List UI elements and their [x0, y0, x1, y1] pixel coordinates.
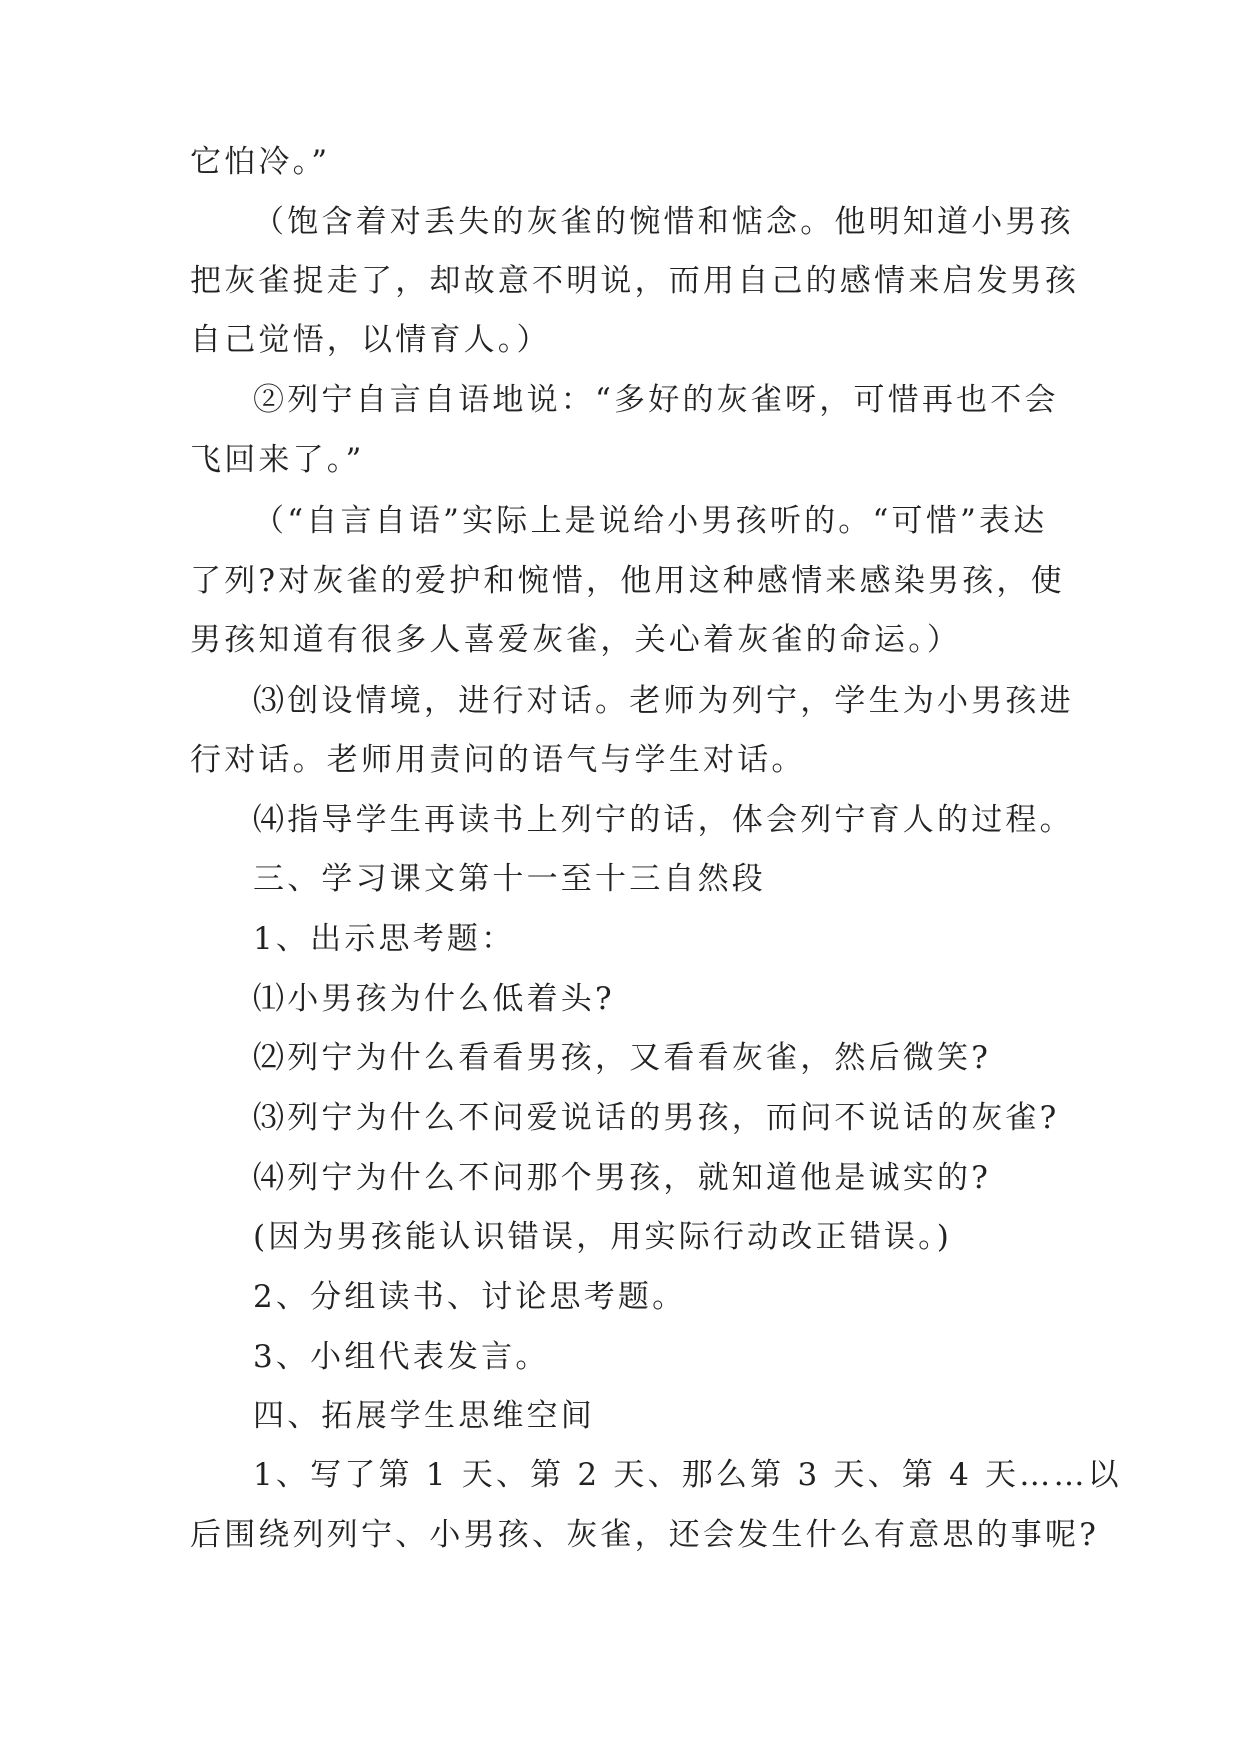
- text-line: (因为男孩能认识错误，用实际行动改正错误。): [253, 1219, 953, 1255]
- text-line: ⑶创设情境，进行对话。老师为列宁，学生为小男孩进: [253, 683, 1074, 719]
- text-line: 男孩知道有很多人喜爱灰雀，关心着灰雀的命运。）: [190, 622, 962, 658]
- text-line: 1、写了第 1 天、第 2 天、那么第 3 天、第 4 天……以: [253, 1457, 1122, 1493]
- text-line: （饱含着对丢失的灰雀的惋惜和惦念。他明知道小男孩: [253, 204, 1074, 240]
- text-line: 自己觉悟，以情育人。）: [190, 322, 551, 358]
- section-heading: 三、学习课文第十一至十三自然段: [253, 861, 766, 897]
- text-line: ②列宁自言自语地说：“多好的灰雀呀，可惜再也不会: [253, 382, 1059, 418]
- list-item: ⑶列宁为什么不问爱说话的男孩，而问不说话的灰雀?: [253, 1100, 1060, 1136]
- section-heading: 四、拓展学生思维空间: [253, 1398, 595, 1434]
- text-line: 了列?对灰雀的爱护和惋惜，他用这种感情来感染男孩，使: [190, 563, 1065, 599]
- text-line: 飞回来了。”: [190, 442, 365, 478]
- list-item: ⑴小男孩为什么低着头?: [253, 981, 615, 1017]
- text-line: 3、小组代表发言。: [253, 1339, 550, 1375]
- text-line: （“自言自语”实际上是说给小男孩听的。“可惜”表达: [253, 503, 1048, 539]
- list-item: ⑵列宁为什么看看男孩，又看看灰雀，然后微笑?: [253, 1040, 992, 1076]
- text-line: ⑷指导学生再读书上列宁的话，体会列宁育人的过程。: [253, 802, 1074, 838]
- text-line: 把灰雀捉走了，却故意不明说，而用自己的感情来启发男孩: [190, 263, 1080, 299]
- text-line: 行对话。老师用责问的语气与学生对话。: [190, 742, 806, 778]
- list-item: ⑷列宁为什么不问那个男孩，就知道他是诚实的?: [253, 1160, 992, 1196]
- text-line: 后围绕列列宁、小男孩、灰雀，还会发生什么有意思的事呢?: [190, 1517, 1100, 1553]
- text-line: 它怕冷。”: [190, 144, 331, 180]
- text-line: 2、分组读书、讨论思考题。: [253, 1279, 687, 1315]
- text-line: 1、出示思考题：: [253, 921, 516, 957]
